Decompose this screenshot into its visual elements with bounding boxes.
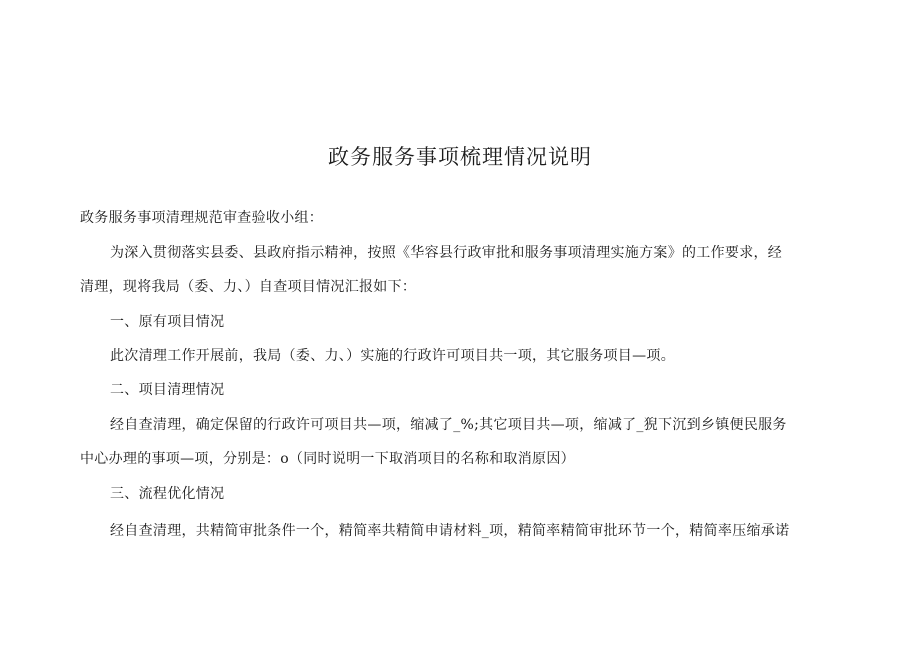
intro-paragraph-line-2: 清理，现将我局（委、力、）自查项目情况汇报如下： [80,279,417,295]
section-2-body-line-1: 经自查清理，确定保留的行政许可项目共—项，缩减了_%;其它项目共—项，缩减了_猊下沉到乡镇便民服务 [110,417,787,433]
section-2-body-line-2: 中心办理的事项—项，分别是：o（同时说明一下取消项目的名称和取消原因） [80,451,575,467]
section-1-body: 此次清理工作开展前，我局（委、力、）实施的行政许可项目共一项，其它服务项目—项。 [110,348,675,364]
section-3-body-line-1: 经自查清理，共精简审批条件一个，精简率共精简申请材料_项，精简率精简审批环节一个，精简率压缩承诺 [110,523,790,539]
section-3-heading: 三、流程优化情况 [110,486,225,502]
intro-paragraph-line-1: 为深入贯彻落实县委、县政府指示精神，按照《华容县行政审批和服务事项清理实施方案》的工作要求，经 [110,245,783,261]
salutation: 政务服务事项清理规范审查验收小组： [80,210,324,226]
section-1-heading: 一、原有项目情况 [110,314,225,330]
section-2-heading: 二、项目清理情况 [110,382,225,398]
document-title: 政务服务事项梳理情况说明 [328,145,592,169]
